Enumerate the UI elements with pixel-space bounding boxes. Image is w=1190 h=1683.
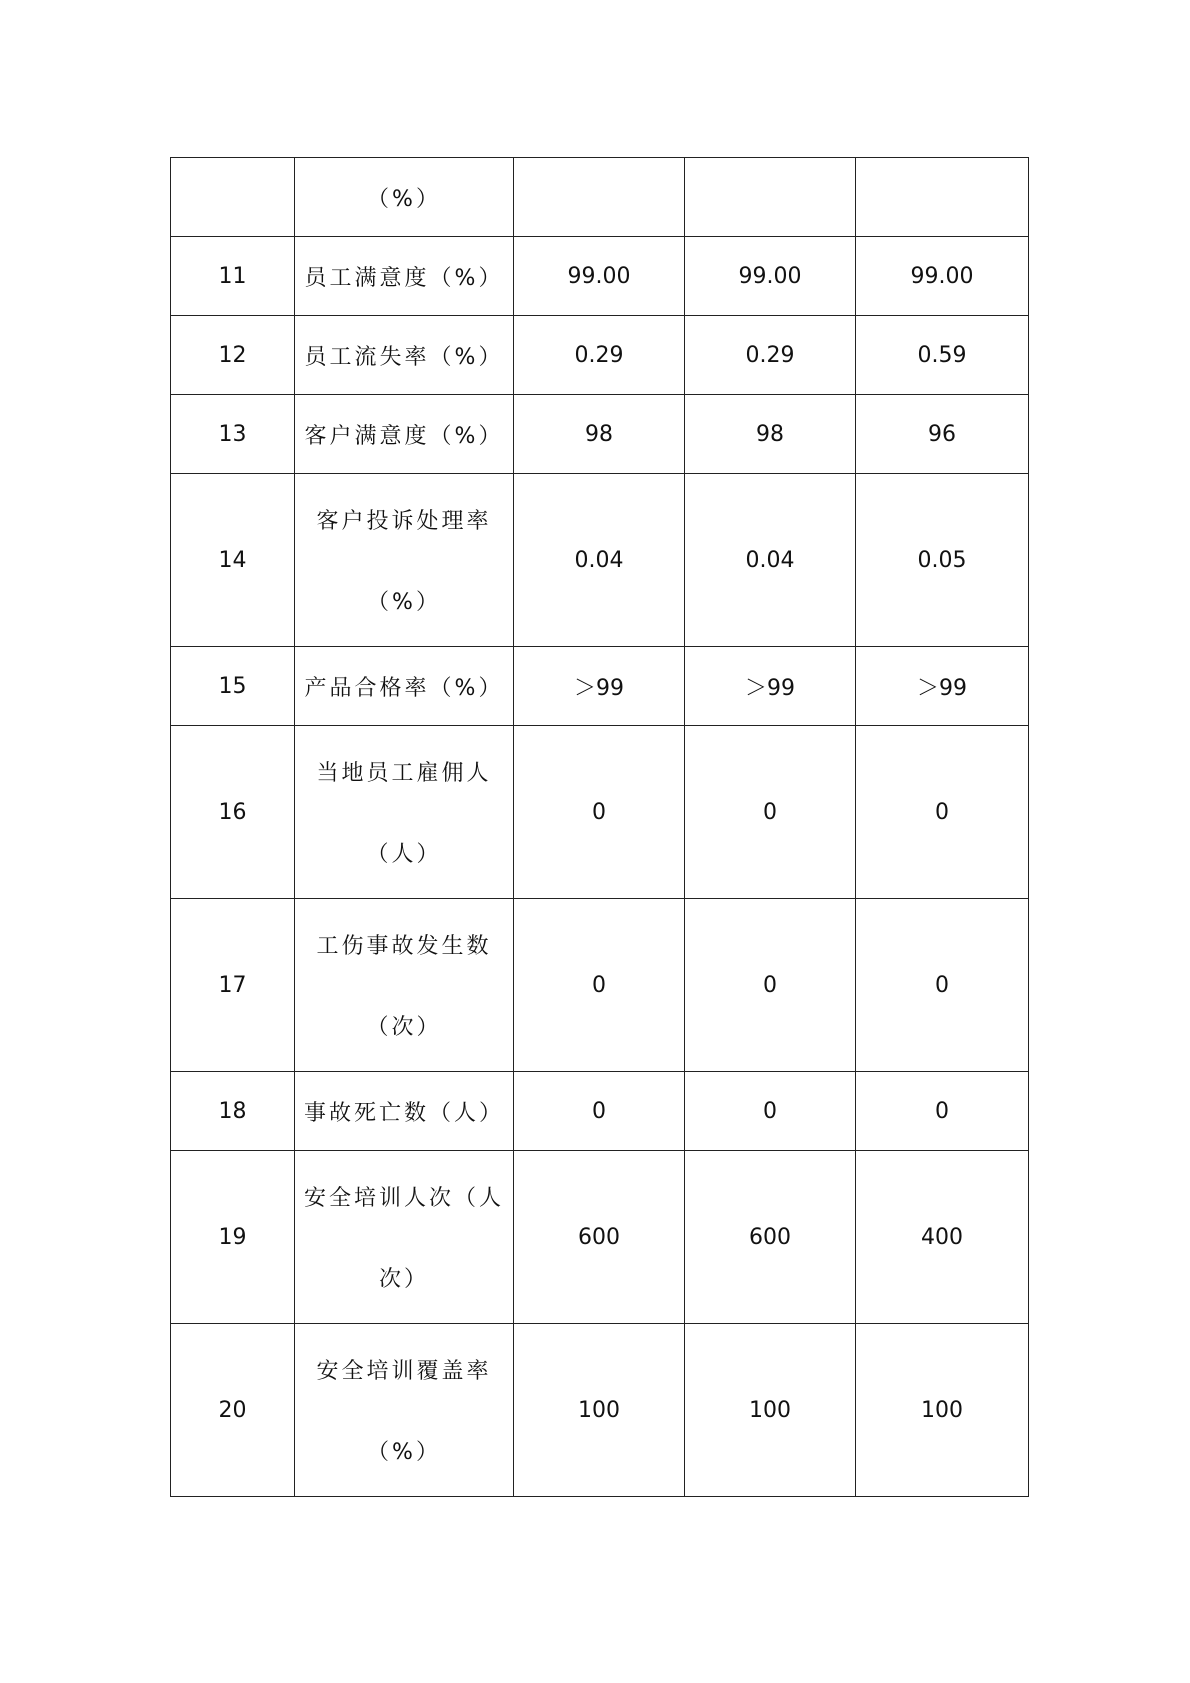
value-cell: 0: [514, 726, 685, 899]
indicator-line: （人）: [366, 842, 442, 867]
indicator-name: [295, 647, 514, 726]
indicator-line: 当地员工雇佣人: [316, 761, 492, 786]
value-cell: 98: [514, 395, 685, 474]
indicator-line: 次）: [378, 1267, 429, 1292]
indicator-line: 工伤事故发生数: [316, 934, 492, 959]
value-cell: 0: [856, 726, 1029, 899]
row-number: 11: [171, 237, 295, 316]
value-cell: 0: [856, 1072, 1029, 1151]
table-row: [171, 726, 1029, 899]
indicator-name: [295, 1072, 514, 1151]
indicator-table: [170, 157, 1029, 1497]
value-cell: 100: [685, 1324, 856, 1497]
value-cell: 600: [685, 1151, 856, 1324]
indicator-name: [295, 1151, 514, 1324]
row-number: 15: [171, 647, 295, 726]
value-cell: 0.05: [856, 474, 1029, 647]
value-cell: [856, 158, 1029, 237]
indicator-name: [295, 899, 514, 1072]
value-cell: 0.29: [685, 316, 856, 395]
table-row: [171, 1151, 1029, 1324]
table-row: [171, 316, 1029, 395]
indicator-name: [295, 158, 514, 237]
table-row: [171, 1324, 1029, 1497]
indicator-name: [295, 395, 514, 474]
value-cell: 99.00: [856, 237, 1029, 316]
row-number: 18: [171, 1072, 295, 1151]
indicator-line: 客户投诉处理率: [316, 509, 492, 534]
table-row: [171, 237, 1029, 316]
indicator-line: （%）: [367, 590, 441, 615]
indicator-line: （次）: [366, 1015, 442, 1040]
value-cell: 400: [856, 1151, 1029, 1324]
indicator-name: [295, 474, 514, 647]
indicator-name: [295, 237, 514, 316]
value-cell: 99.00: [685, 237, 856, 316]
value-cell: [685, 158, 856, 237]
row-number: 17: [171, 899, 295, 1072]
row-number: 20: [171, 1324, 295, 1497]
indicator-line: 事故死亡数（人）: [303, 1100, 504, 1126]
value-cell: 0: [514, 899, 685, 1072]
indicator-line: 员工流失率（%）: [304, 344, 504, 370]
table-row: [171, 647, 1029, 726]
table-row: [171, 899, 1029, 1072]
row-number: 16: [171, 726, 295, 899]
indicator-line: 客户满意度（%）: [304, 423, 504, 449]
indicator-name: [295, 316, 514, 395]
value-cell: 0: [856, 899, 1029, 1072]
value-cell: 0: [685, 899, 856, 1072]
table-row: [171, 395, 1029, 474]
value-cell: 98: [685, 395, 856, 474]
value-cell: 600: [514, 1151, 685, 1324]
value-cell: 100: [856, 1324, 1029, 1497]
indicator-name: [295, 726, 514, 899]
value-cell: 0: [514, 1072, 685, 1151]
value-cell: 0: [685, 726, 856, 899]
indicator-line: 产品合格率（%）: [304, 675, 504, 701]
value-cell: [514, 158, 685, 237]
value-cell: 0.59: [856, 316, 1029, 395]
value-cell: 0: [685, 1072, 856, 1151]
indicator-line: 员工满意度（%）: [304, 265, 504, 291]
table-row: [171, 474, 1029, 647]
value-cell: 100: [514, 1324, 685, 1497]
value-cell: 0.04: [514, 474, 685, 647]
row-number: 13: [171, 395, 295, 474]
value-cell: 96: [856, 395, 1029, 474]
value-cell: ＞99: [685, 647, 856, 726]
row-number: 12: [171, 316, 295, 395]
table-row: [171, 158, 1029, 237]
indicator-line: 安全培训覆盖率: [316, 1359, 492, 1384]
row-number: [171, 158, 295, 237]
value-cell: 99.00: [514, 237, 685, 316]
indicator-line: （%）: [367, 186, 441, 212]
row-number: 14: [171, 474, 295, 647]
table-row: [171, 1072, 1029, 1151]
indicator-name: [295, 1324, 514, 1497]
value-cell: ＞99: [514, 647, 685, 726]
indicator-line: （%）: [367, 1440, 441, 1465]
row-number: 19: [171, 1151, 295, 1324]
value-cell: ＞99: [856, 647, 1029, 726]
indicator-line: 安全培训人次（人: [303, 1186, 504, 1211]
value-cell: 0.04: [685, 474, 856, 647]
value-cell: 0.29: [514, 316, 685, 395]
